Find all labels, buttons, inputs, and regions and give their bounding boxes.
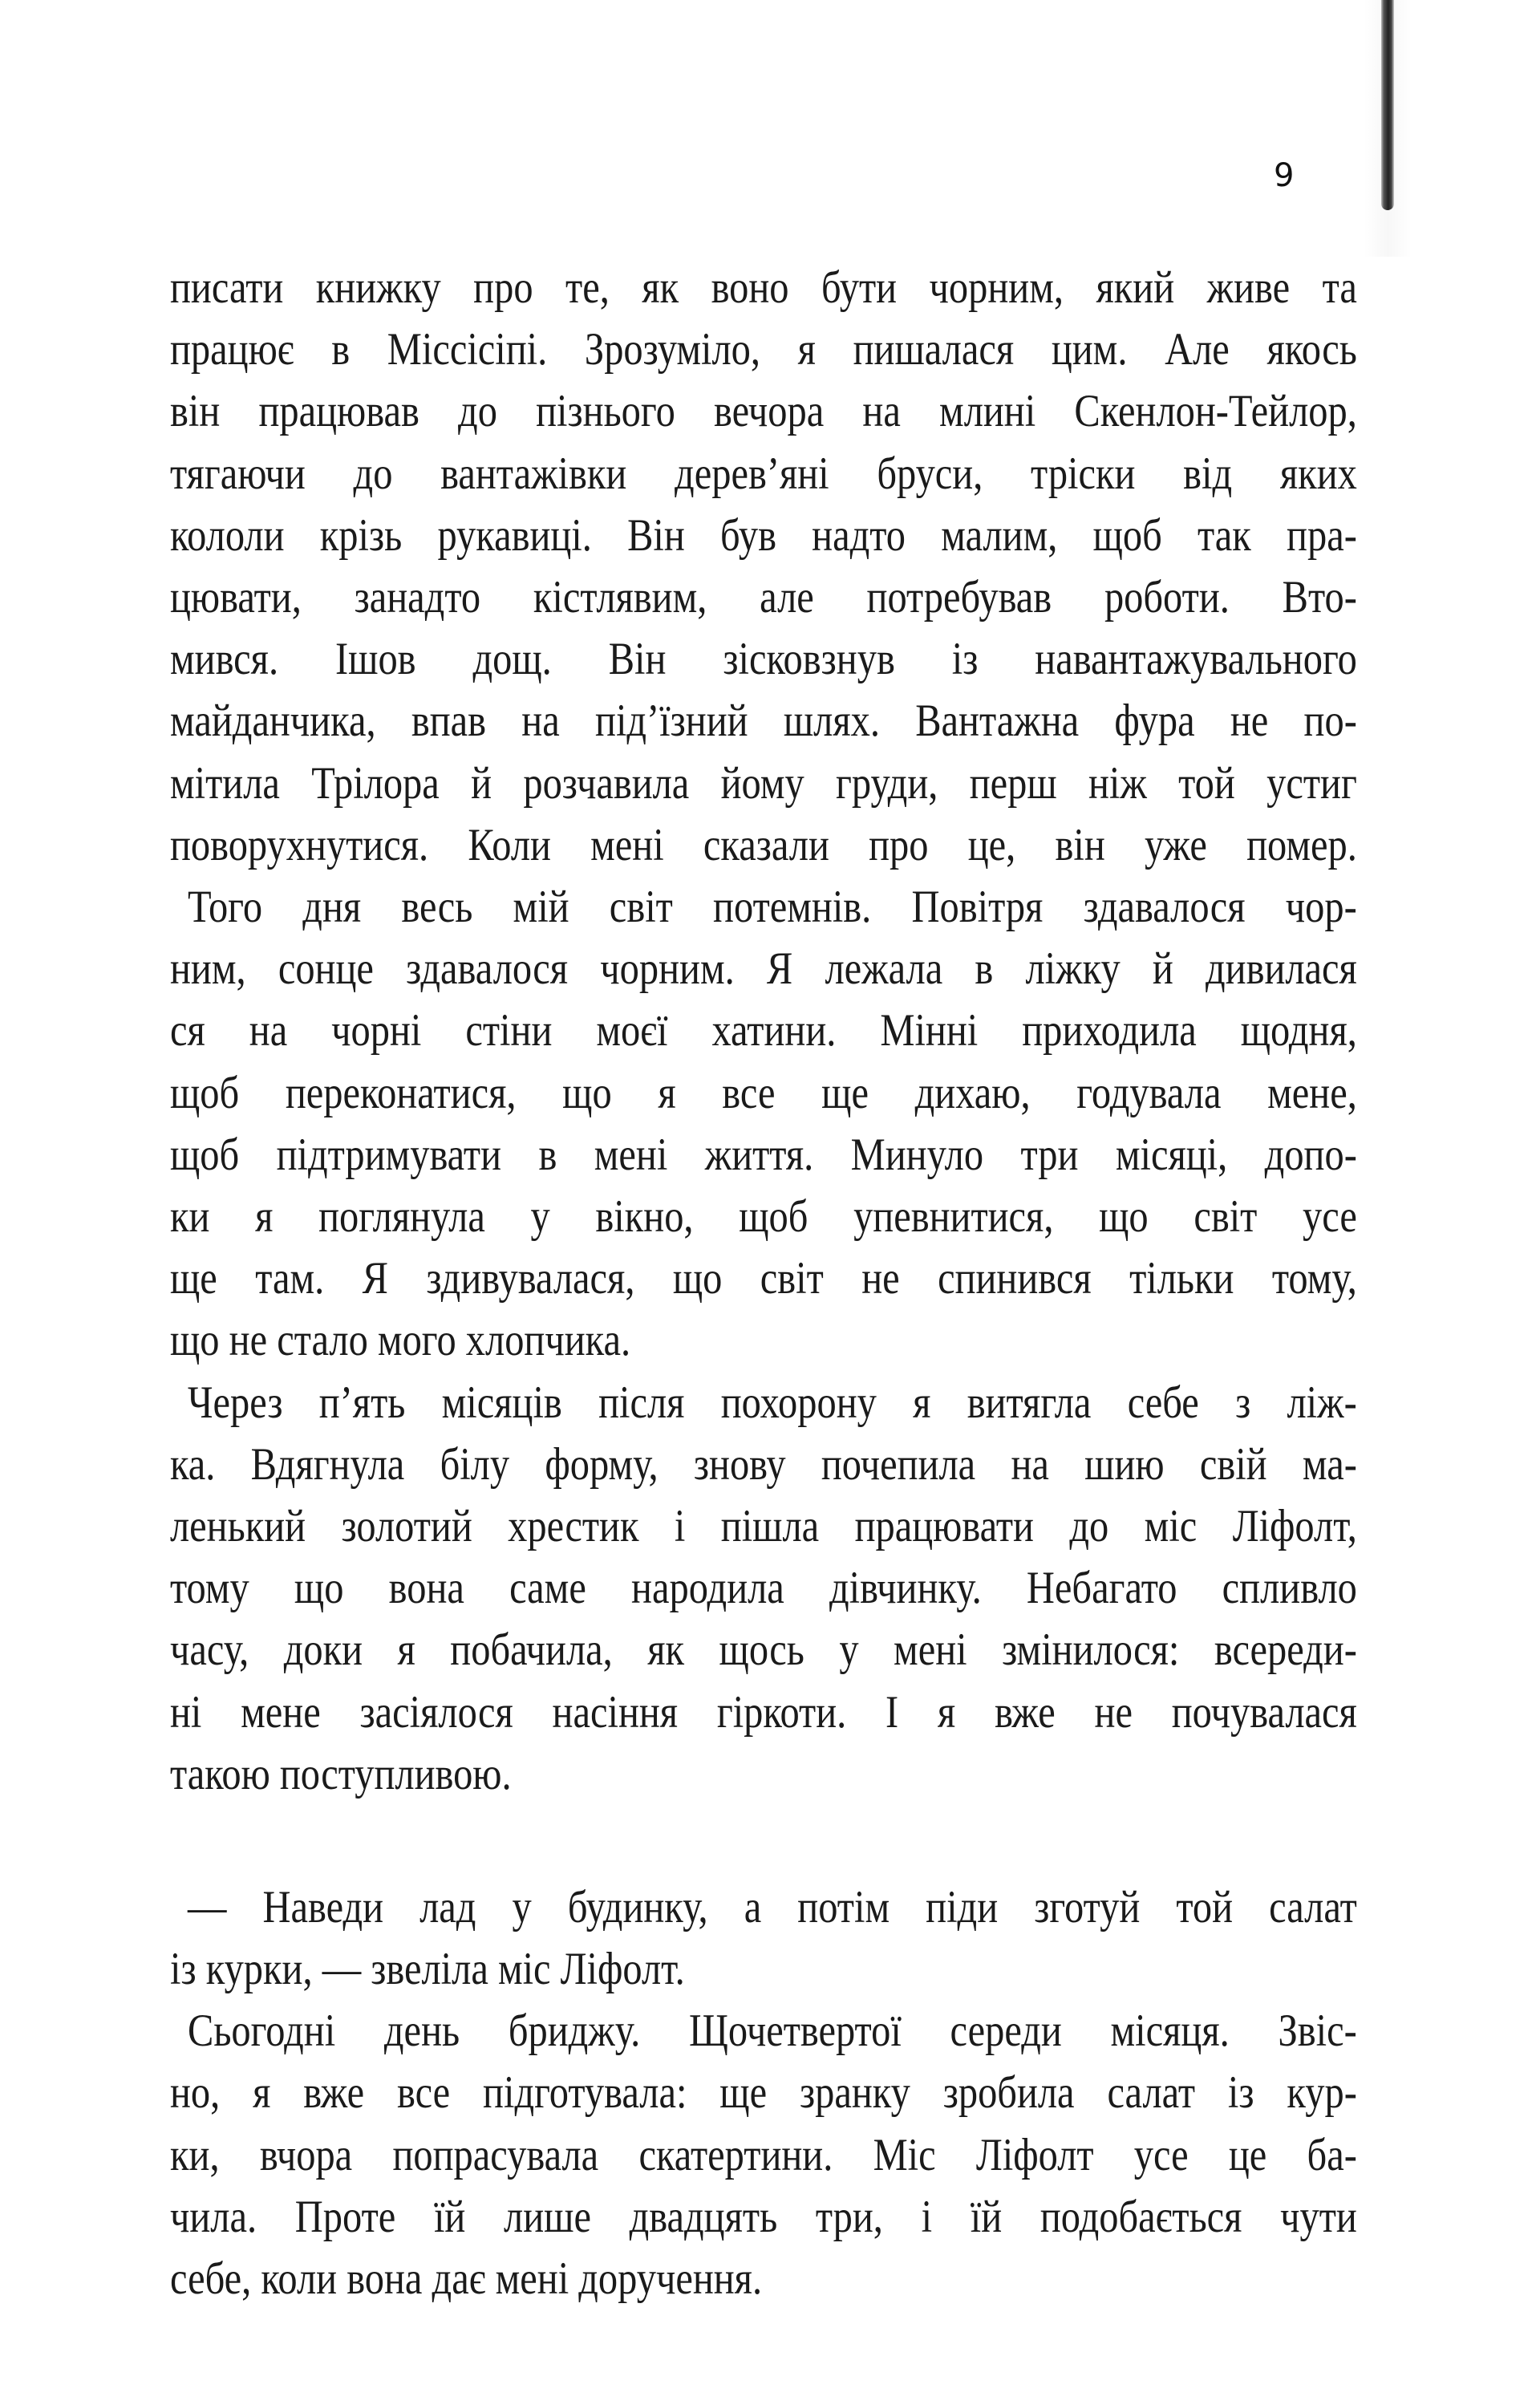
- text-line: писати книжку про те, як воно бути чорним, який живе та: [170, 262, 1357, 313]
- text-line: що не стало мого хлопчика.: [170, 1315, 631, 1366]
- text-line: тому що вона саме народила дівчинку. Небагато спливло: [170, 1563, 1357, 1614]
- text-line: поворухнутися. Коли мені сказали про це, він уже помер.: [170, 819, 1357, 870]
- page-number: 9: [1274, 157, 1295, 194]
- text-line: такою поступливою.: [170, 1748, 512, 1799]
- text-line: ним, сонце здавалося чорним. Я лежала в ліжку й дивилася: [170, 943, 1357, 995]
- text-line: но, я вже все підготувала: ще зранку зробила салат із кур-: [170, 2067, 1357, 2119]
- text-line: Сьогодні день бриджу. Щочетвертої середи місяця. Звіс-: [188, 2006, 1357, 2057]
- text-line: часу, доки я побачила, як щось у мені змінилося: всереди-: [170, 1624, 1357, 1676]
- text-line: кололи крізь рукавиці. Він був надто малим, щоб так пра-: [170, 509, 1357, 561]
- text-line: Через п’ять місяців після похорону я витягла себе з ліж-: [188, 1377, 1357, 1428]
- text-line: ся на чорні стіни моєї хатини. Мінні приходила щодня,: [170, 1005, 1357, 1056]
- text-line: ні мене засіялося насіння гіркоти. І я вже не почувалася: [170, 1686, 1357, 1738]
- text-line: щоб переконатися, що я все ще дихаю, годувала мене,: [170, 1067, 1357, 1118]
- text-line: цювати, занадто кістлявим, але потребував роботи. Вто-: [170, 572, 1357, 623]
- text-line: ки я поглянула у вікно, щоб упевнитися, що світ усе: [170, 1191, 1357, 1242]
- text-line: працює в Міссісіпі. Зрозуміло, я пишалася цим. Але якось: [170, 324, 1357, 375]
- text-line: ка. Вдягнула білу форму, знову почепила на шию свій ма-: [170, 1438, 1357, 1490]
- text-line: ленький золотий хрестик і пішла працювати до міс Ліфолт,: [170, 1501, 1357, 1551]
- text-line: майданчика, впав на під’їзний шлях. Вантажна фура не по-: [170, 696, 1357, 747]
- text-line: мітила Трілора й розчавила йому груди, перш ніж той устиг: [170, 757, 1357, 809]
- text-line: ки, вчора попрасувала скатертини. Міс Ліфолт усе це ба-: [170, 2129, 1357, 2180]
- text-line: чила. Проте їй лише двадцять три, і їй подобається чути: [170, 2191, 1357, 2242]
- text-line: щоб підтримувати в мені життя. Минуло три місяці, допо-: [170, 1129, 1357, 1180]
- text-line: мився. Ішов дощ. Він зісковзнув із навантажувального: [170, 634, 1357, 685]
- text-line: — Наведи лад у будинку, а потім піди зготуй той салат: [188, 1881, 1357, 1933]
- text-line: себе, коли вона дає мені доручення.: [170, 2253, 763, 2304]
- text-line: тягаючи до вантажівки дерев’яні бруси, тріски від яких: [170, 448, 1357, 499]
- page-edge-bar: [1381, 0, 1394, 210]
- text-line: Того дня весь мій світ потемнів. Повітря здавалося чор-: [188, 882, 1357, 932]
- text-line: із курки, — звеліла міс Ліфолт.: [170, 1943, 685, 1994]
- text-line: він працював до пізнього вечора на млині Скенлон-Тейлор,: [170, 386, 1357, 437]
- text-line: ще там. Я здивувалася, що світ не спинився тільки тому,: [170, 1253, 1357, 1304]
